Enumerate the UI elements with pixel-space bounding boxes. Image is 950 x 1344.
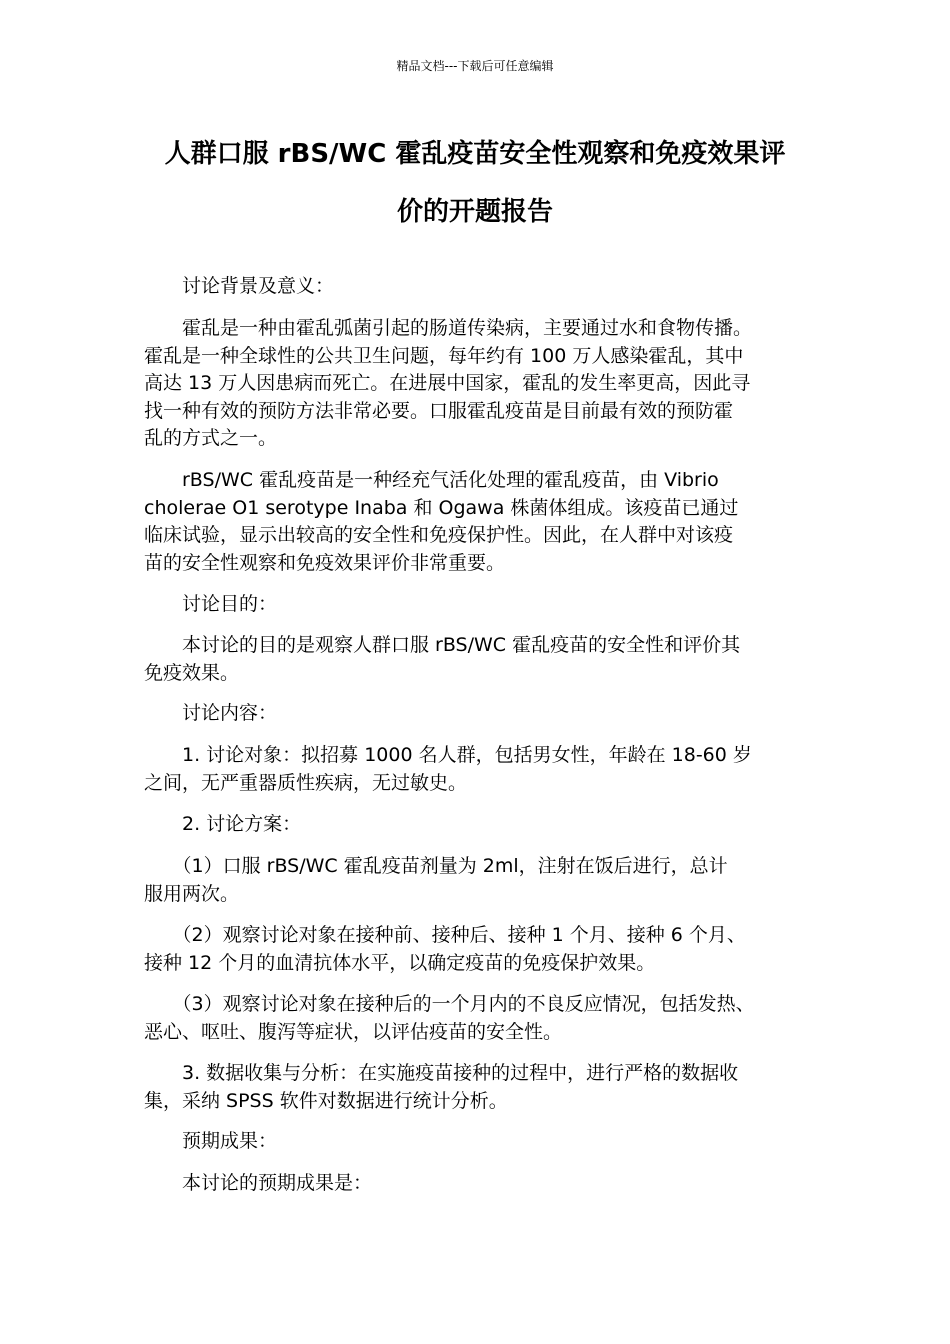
text-line: 接种 12 个月的血清抗体水平，以确定疫苗的免疫保护效果。: [144, 951, 656, 974]
paragraph-purpose: [144, 632, 816, 687]
text-line: 讨论背景及意义：: [144, 275, 335, 297]
paragraph-background-2: [144, 467, 816, 577]
text-line: 临床试验，显示出较高的安全性和免疫保护性。因此，在人群中对该疫: [144, 524, 734, 546]
text-line: 之间，无严重器质性疾病，无过敏史。: [144, 771, 468, 794]
text-line: 2. 讨论方案：: [144, 813, 302, 835]
text-line: 讨论目的：: [144, 593, 278, 615]
text-line: 恶心、呕吐、腹泻等症状，以评估疫苗的安全性。: [144, 1020, 563, 1043]
text-line: 本讨论的目的是观察人群口服 rBS/WC 霍乱疫苗的安全性和评价其: [144, 634, 741, 656]
text-line: （1）口服 rBS/WC 霍乱疫苗剂量为 2ml，注射在饭后进行，总计: [144, 855, 728, 877]
text-line: 找一种有效的预防方法非常必要。口服霍乱疫苗是目前最有效的预防霍: [144, 399, 734, 422]
text-line: （3）观察讨论对象在接种后的一个月内的不良反应情况，包括发热、: [144, 993, 755, 1015]
paragraph-expected-results: [144, 1170, 816, 1198]
text-line: 霍乱是一种全球性的公共卫生问题，每年约有 100 万人感染霍乱，其中: [144, 344, 744, 367]
text-line: 霍乱是一种由霍乱弧菌引起的肠道传染病，主要通过水和食物传播。: [144, 317, 753, 339]
text-line: 3. 数据收集与分析：在实施疫苗接种的过程中，进行严格的数据收: [144, 1062, 739, 1084]
paragraph-background-1: [144, 315, 816, 453]
heading-background: [144, 273, 816, 301]
text-line: 服用两次。: [144, 882, 240, 905]
text-line: 免疫效果。: [144, 661, 240, 684]
text-line: 1. 讨论对象：拟招募 1000 名人群，包括男女性，年龄在 18-60 岁: [144, 744, 752, 766]
text-line: 高达 13 万人因患病而死亡。在进展中国家，霍乱的发生率更高，因此寻: [144, 372, 751, 394]
text-line: 讨论内容：: [144, 702, 278, 724]
text-line: （2）观察讨论对象在接种前、接种后、接种 1 个月、接种 6 个月、: [144, 924, 746, 946]
text-line: cholerae O1 serotype Inaba 和 Ogawa 株菌体组成。该疫苗已通过: [144, 496, 739, 519]
heading-content: [144, 700, 816, 728]
document-title-line-1: 人群口服 rBS/WC 霍乱疫苗安全性观察和免疫效果评: [164, 139, 786, 169]
paragraph-plan-2: [144, 922, 816, 977]
paragraph-plan-1: [144, 853, 816, 908]
paragraph-data-analysis: [144, 1060, 816, 1115]
heading-purpose: [144, 591, 816, 619]
text-line: rBS/WC 霍乱疫苗是一种经充气活化处理的霍乱疫苗，由 Vibrio: [144, 469, 719, 491]
paragraph-plan-3: [144, 991, 816, 1046]
heading-expected-results: [144, 1128, 816, 1156]
text-line: 预期成果：: [144, 1130, 278, 1152]
document-title-line-2: 价的开题报告: [396, 197, 553, 227]
text-line: 集，采纳 SPSS 软件对数据进行统计分析。: [144, 1089, 508, 1112]
header-note: 精品文档---下载后可任意编辑: [396, 59, 554, 73]
paragraph-subjects: [144, 742, 816, 797]
heading-plan: [144, 811, 816, 839]
text-line: 乱的方式之一。: [144, 427, 278, 449]
text-line: 苗的安全性观察和免疫效果评价非常重要。: [144, 551, 506, 574]
text-line: 本讨论的预期成果是：: [144, 1172, 373, 1194]
